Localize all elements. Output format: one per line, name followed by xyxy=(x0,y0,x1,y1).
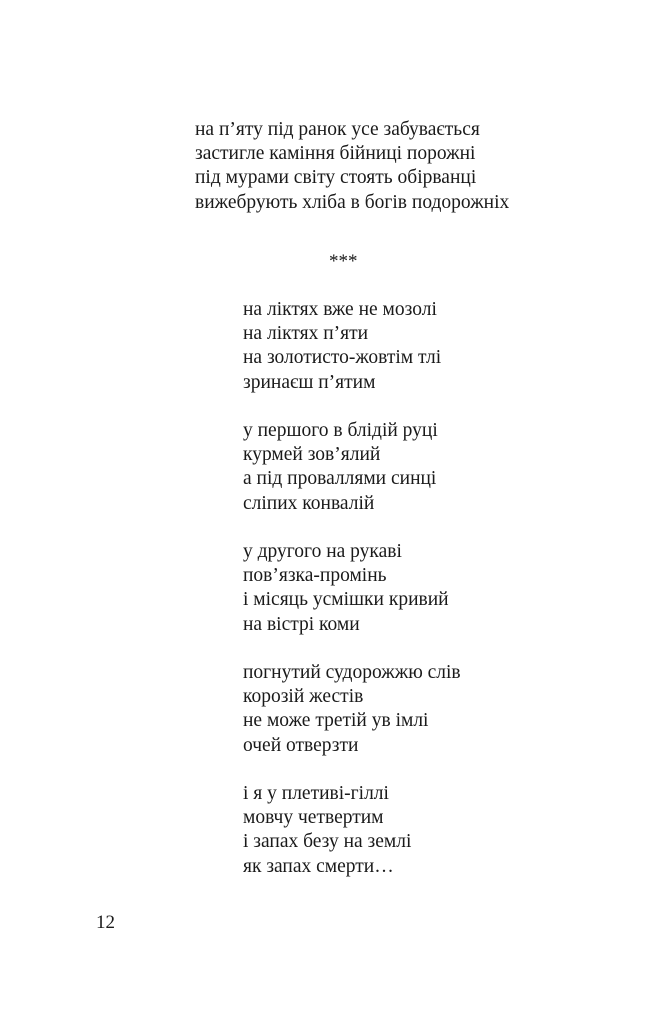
poem-line: вижебрують хліба в богів подорожніх xyxy=(195,191,510,213)
poem-line: і місяць усмішки кривий xyxy=(243,589,449,611)
poem-line: зринаєш п’ятим xyxy=(243,371,376,393)
stanza-4 xyxy=(243,661,461,758)
poem-line: курмей зов’ялий xyxy=(243,444,381,466)
poem xyxy=(243,298,461,879)
poem-line: очей отверзти xyxy=(243,734,359,756)
poem-line: пов’язка-промінь xyxy=(243,565,387,587)
poem-line: і запах безу на землі xyxy=(243,831,412,853)
poem-line: на вістрі коми xyxy=(243,613,360,635)
poem-line: як запах смерти… xyxy=(243,855,394,877)
poem-line: не може третій ув імлі xyxy=(243,710,429,732)
poem-line: погнутий судорожжю слів xyxy=(243,662,461,683)
poem-line: на п’яту під ранок усе забувається xyxy=(195,119,480,140)
poem-line: а під проваллями синці xyxy=(243,468,437,490)
poem-line: на ліктях п’яти xyxy=(243,323,369,345)
poem-line: у першого в блідій руці xyxy=(243,420,438,441)
stanza-2 xyxy=(243,419,461,516)
poem-line: застигле каміння бійниці порожні xyxy=(195,143,476,165)
poem-line: корозій жестів xyxy=(243,686,364,708)
poem-line: на ліктях вже не мозолі xyxy=(243,299,437,320)
poem-line: у другого на рукаві xyxy=(243,541,402,562)
stanza-3 xyxy=(243,540,461,637)
poem-line: під мурами світу стоять обірванці xyxy=(195,167,477,189)
stanza-5 xyxy=(243,782,461,879)
page-number: 12 xyxy=(96,912,115,933)
stanza-1 xyxy=(243,298,461,395)
poem-line: сліпих конвалій xyxy=(243,492,375,514)
poem-line: мовчу четвертим xyxy=(243,807,384,829)
top-stanza xyxy=(195,118,509,215)
poem-line: і я у плетиві-гіллі xyxy=(243,783,389,804)
section-separator: *** xyxy=(329,251,358,272)
poem-line: на золотисто-жовтім тлі xyxy=(243,347,442,369)
